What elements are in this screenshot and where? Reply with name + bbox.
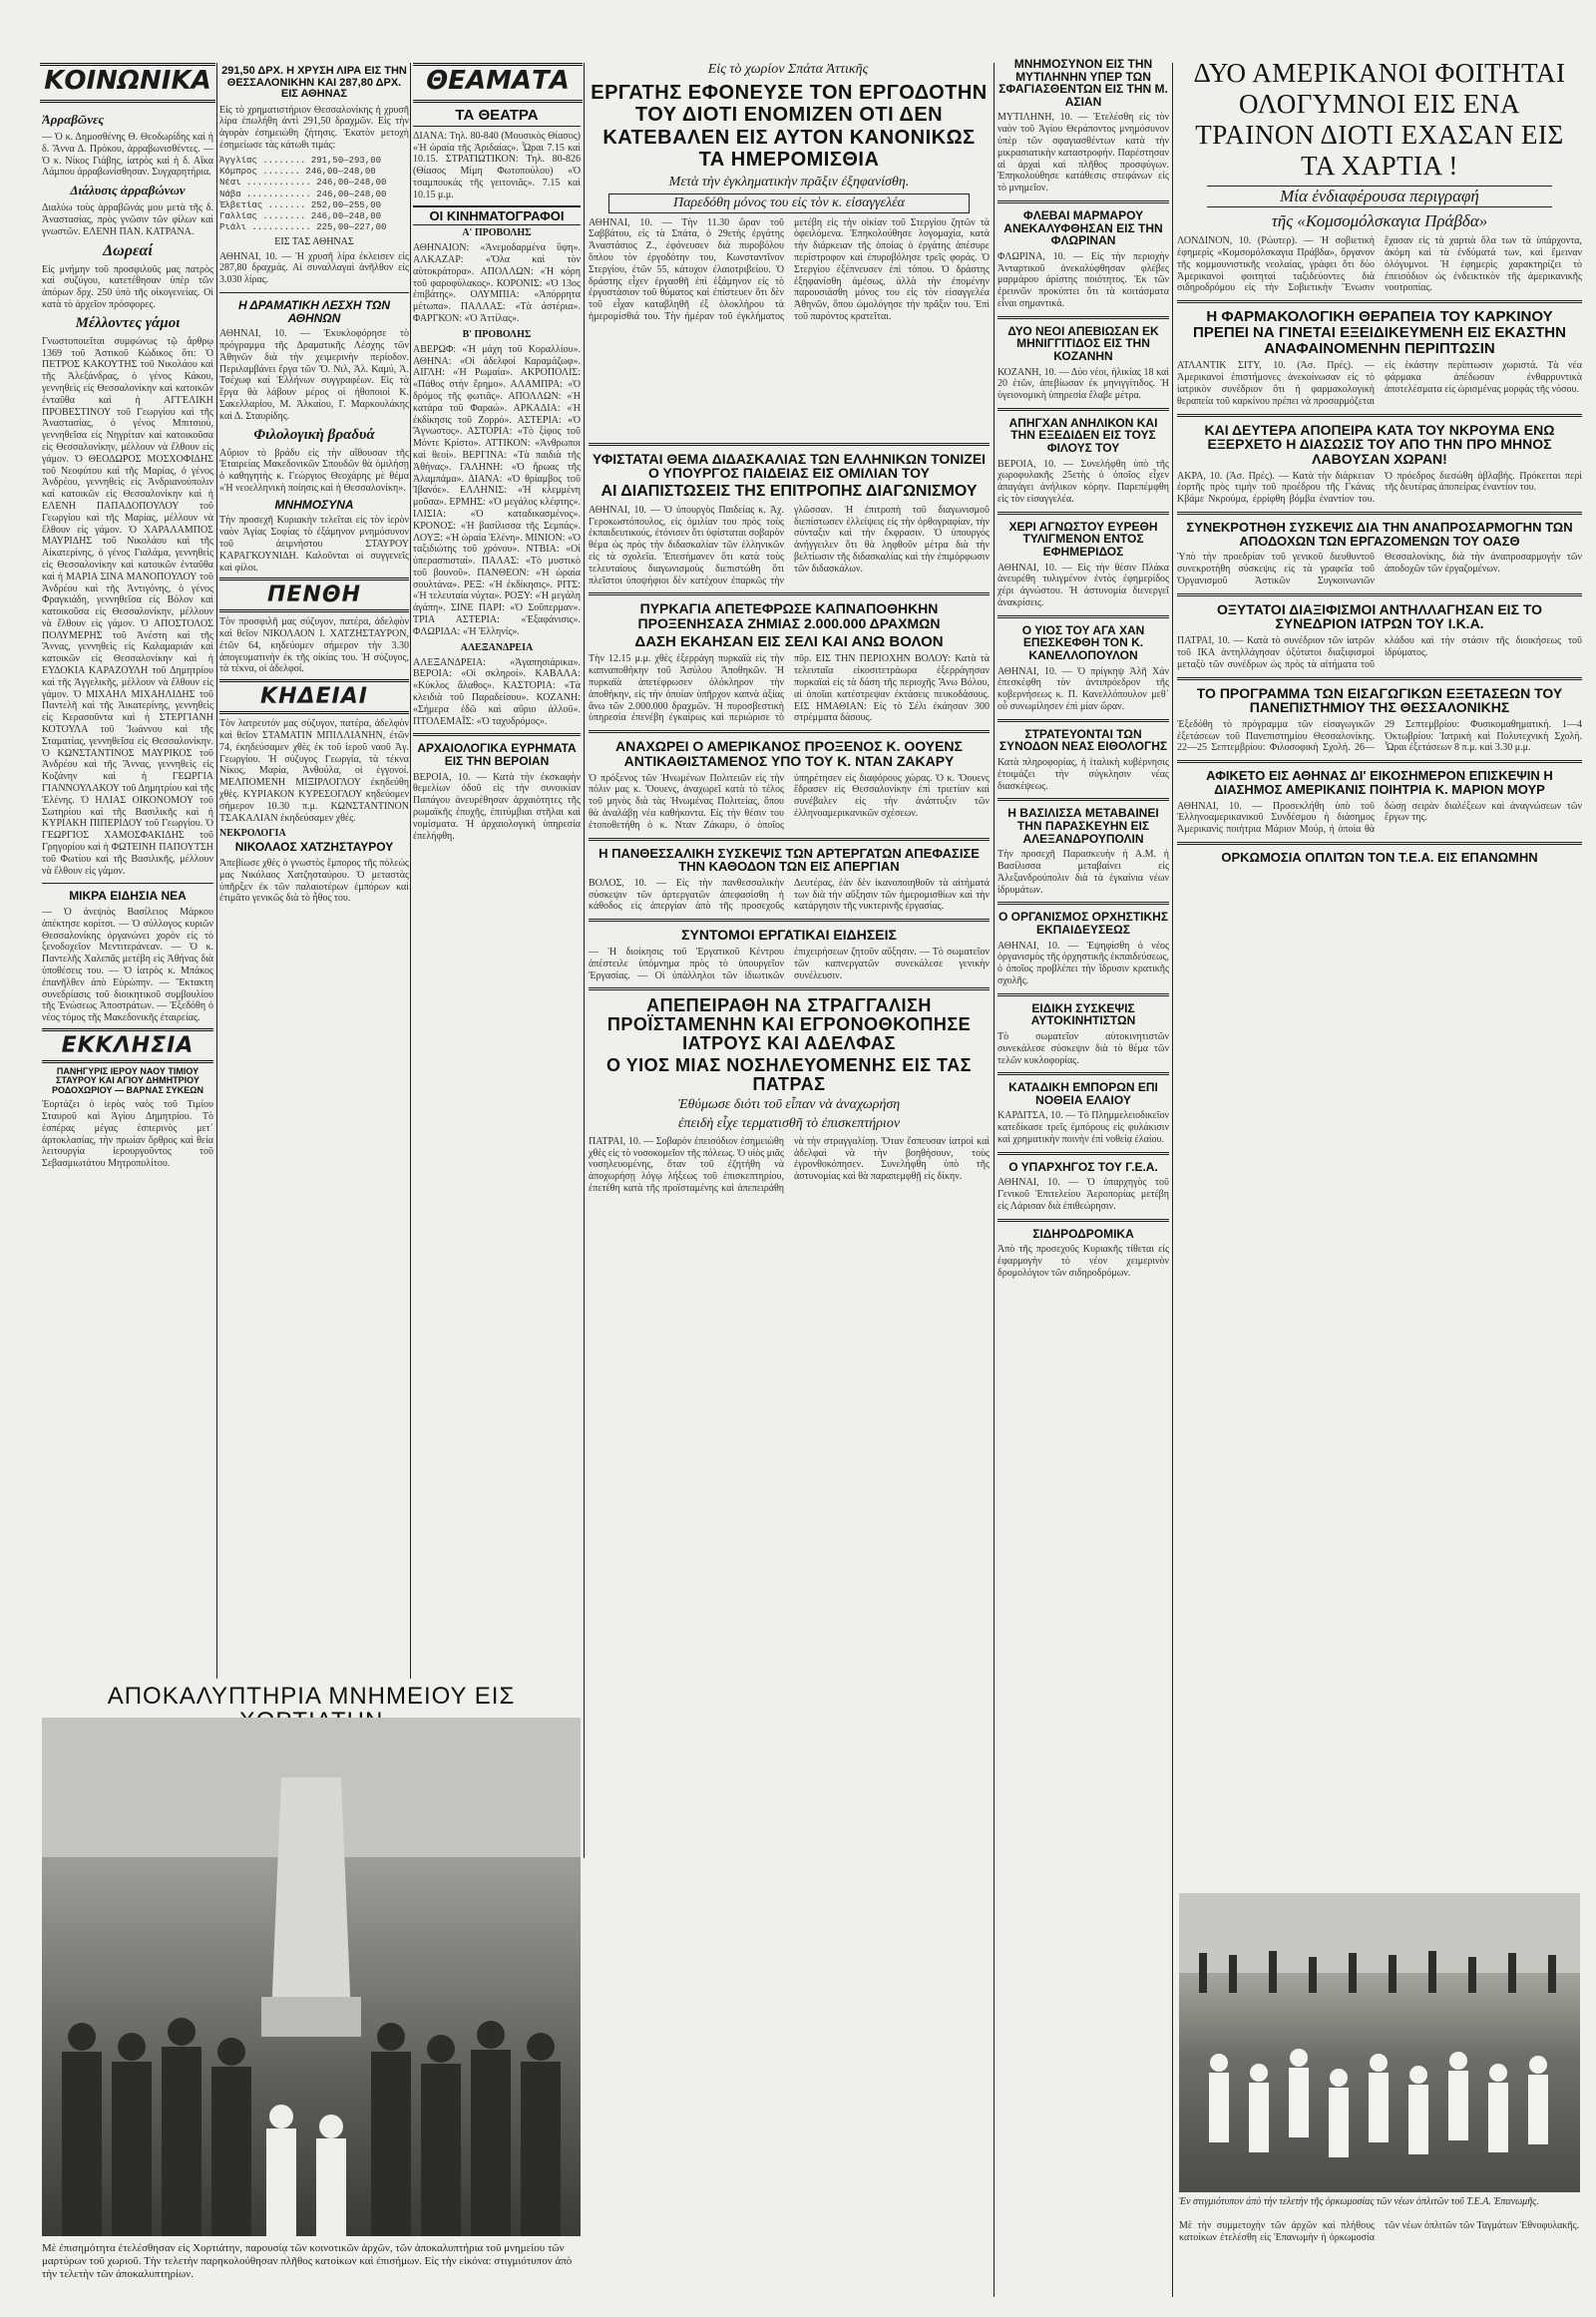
article-body: ΑΒΕΡΩΦ: «Ἡ μάχη τοῦ Κοραλλίου». ΑΘΗΝΑ: «Οἱ ἀδελφοὶ Καραμάζωφ». ΑΙΓΛΗ: «Ἡ Ρωμαία». ΑΚΡΟΠΟΛΙΣ: «Πάθος στὴν ἔρημο». ΑΛΑΜΠΡΑ: «Ὁ δρόμος τῆς φωτιᾶς». ΑΠΟΛΛΩΝ: «Ἡ κατάρα τοῦ Φαραώ». ΑΡΚΑΔΙΑ: «Ἡ ἐκδίκησις τοῦ Ζορρό». ΑΣΤΕΡΙΑ: «Ὁ Ἄγνωστος». ΑΣΤΟΡΙΑ: «Τὸ ξίφος τοῦ Μόντε Κρίστο». ΑΤΤΙΚΟΝ: «Ἀνθρωποι καὶ θεοί». ΒΕΡΓΙΝΑ: «Τὰ παιδιὰ τῆς Ἀθήνας». ΓΑΛΗΝΗ: «Ὁ ἥρωας τῆς Ἀλαμπάμα». ΔΙΑΝΑ: «Ὁ θρίαμβος τοῦ Ἰβανόε». ΕΛΛΗΝΙΣ: «Ἡ κλεμμένη μοῦσα». ΕΡΜΗΣ: «Ὁ μεγάλος κλέφτης». ΙΛΙΣΙΑ: «Ὁ καταδικασμένος». ΚΡΟΝΟΣ: «Ἡ βασίλισσα τῆς Σεμπάς». ΛΟΥΞ: «Ἡ ὡραία Ἑλένη». ΜΙΝΙΟΝ: «Ὁ ταξιδιώτης τοῦ χρόνου». ΝΤΒΙΑ: «Οἱ ὑπερασπισταί». ΠΑΛΑΣ: «Τὸ μυστικὸ τοῦ βουνοῦ». ΠΑΝΘΕΟΝ: «Ἡ ὡραία σουλτάνα». ΡΕΞ: «Ἡ ἐκδίκησις». ΡΙΤΣ: «Ἡ τελευταία νύχτα». ΡΟΞΥ: «Ἡ μεγάλη ἀγάπη». ΣΙΝΕ ΠΑΡΙ: «Ὁ Σοῦπερμαν». ΤΡΙΑ ΑΣΤΕΡΙΑ: «Ἐξαφάνισις». ΦΛΩΡΙΔΑ: «Ἡ Ἑλληνίς». xyxy=(413,343,581,637)
article-body: ΑΘΗΝΑΙ, 10. — Προσεκλήθη ὑπὸ τοῦ Ἑλληνοαμερικανικοῦ Συνδέσμου ἡ διάσημος Ἀμερικανὶς ποιήτρια Μάριον Μούρ, ἡ ὁποία θὰ δώσῃ σειρὰν διαλέξεων καὶ ἀναγνώσεων τῶν ἔργων της. xyxy=(1177,800,1582,836)
article-body: ΑΘΗΝΑΙ, 10. — Εἰς τὴν θέσιν Πλάκα ἀνευρέθη τυλιγμένον ἐντὸς ἐφημερίδος χέρι ἀγνώστου. Ἡ ἀστυνομία διενεργεῖ ἀνακρίσεις. xyxy=(998,562,1169,609)
article-body: ΒΕΡΟΙΑ, 10. — Συνελήφθη ὑπὸ τῆς χωροφυλακῆς 25ετὴς ὁ ὁποῖος εἶχεν ἀπαγάγει ἀνήλικον κόρην. Παρεπέμφθη εἰς τὸν εἰσαγγελέα. xyxy=(998,458,1169,506)
article-body: Τὴν προσεχῆ Παρασκευὴν ἡ Α.Μ. ἡ Βασίλισσα μεταβαίνει εἰς Ἀλεξανδρούπολιν διὰ τὰ ἐγκαίνια νέων ἱδρυμάτων. xyxy=(998,849,1169,896)
headline: ΚΑΤΑΔΙΚΗ ΕΜΠΟΡΩΝ ΕΠΙ ΝΟΘΕΙΑ ΕΛΑΙΟΥ xyxy=(1008,1080,1158,1107)
column-rule xyxy=(216,63,217,1679)
article-body: ΑΘΗΝΑΙ, 10. — Ὁ ὑπαρχηγὸς τοῦ Γενικοῦ Ἐπιτελείου Ἀεροπορίας μετέβη εἰς Λάρισαν διὰ ἐπιθεώρησιν. xyxy=(998,1177,1169,1213)
column-theatres xyxy=(413,108,581,1676)
gold-price-table: Ἀγγλίας ........ 291,50—293,00 Κόμπρος ....... 246,00—248,00 Νέαι ............ 246,00—248,00 Νάβα ............ 246,00—248,00 Ἑλβετίας ....... 252,00—255,00 Γαλλίας ........ 246,00—248,00 Ριάλι ........... 225,00—227,00 xyxy=(219,155,387,233)
headline: ΜΝΗΜΟΣΥΝΟΝ ΕΙΣ ΤΗΝ ΜΥΤΙΛΗΝΗΝ ΥΠΕΡ ΤΩΝ ΣΦΑΓΙΑΣΘΕΝΤΩΝ ΕΙΣ ΤΗΝ Μ. ΑΣΙΑΝ xyxy=(998,58,1168,109)
headline: ΧΕΡΙ ΑΓΝΩΣΤΟΥ ΕΥΡΕΘΗ ΤΥΛΙΓΜΕΝΟΝ ΕΝΤΟΣ ΕΦΗΜΕΡΙΔΟΣ xyxy=(1008,519,1158,560)
deck: ἐπειδὴ εἶχε τερματισθῆ τὸ ἐπισκεπτήριον xyxy=(677,1115,901,1131)
section-title-theamata-text: ΘΕΑΜΑΤΑ xyxy=(426,66,570,96)
article-body: Ὑπὸ τὴν προεδρίαν τοῦ γενικοῦ διευθυντοῦ συνεκροτήθη σύσκεψις εἰς τὰ γραφεῖα τοῦ Ὀργανισμοῦ Ἀστικῶν Συγκοινωνιῶν Θεσσαλονίκης, διὰ τὴν ἀναπροσαρμογὴν τῶν ἀποδοχῶν τῶν ἐργαζομένων. xyxy=(1177,552,1582,586)
article-body: ΚΑΡΔΙΤΣΑ, 10. — Τὸ Πλημμελειοδικεῖον κατεδίκασε τρεῖς ἐμπόρους εἰς φυλάκισιν καὶ χρηματικὴν ποινὴν ἐπὶ νοθείᾳ ἐλαίου. xyxy=(998,1110,1169,1146)
headline: ΑΡΧΑΙΟΛΟΓΙΚΑ ΕΥΡΗΜΑΤΑ ΕΙΣ ΤΗΝ ΒΕΡΟΙΑΝ xyxy=(417,741,577,769)
article-body: — Ἡ διοίκησις τοῦ Ἐργατικοῦ Κέντρου ἀπέστειλε ὑπόμνημα πρὸς τὸ ὑπουργεῖον Ἐργασίας. — Οἱ ὑπάλληλοι τῶν ἰδιωτικῶν ἐπιχειρήσεων ζητοῦν αὔξησιν. — Τὸ σωματεῖον τῶν καπνεργατῶν συνεκάλεσε γενικὴν συνέλευσιν. xyxy=(589,946,990,981)
article-body: ΔΙΑΝΑ: Τηλ. 80-840 (Μουσικὸς Θίασος) «Ἡ ὡραία τῆς Ἀριδαίας». Ὧραι 7.15 καὶ 10.15. ΣΤΡΑΤΙΩΤΙΚΟΝ: Τηλ. 80-826 (Θίασος Μίμη Φωτοπούλου) «Ὁ τσαμπουκάς τῆς γειτονιᾶς». 7.15 καὶ 10.15 μ.μ. xyxy=(413,130,581,200)
headline-monument: ΑΠΟΚΑΛΥΠΤΗΡΙΑ ΜΝΗΜΕΙΟΥ ΕΙΣ xyxy=(107,1683,516,1710)
article-body: Ἀπεβίωσε χθὲς ὁ γνωστὸς ἔμπορος τῆς πόλεώς μας Νικόλαος Χατζησταύρου. Ὁ μεταστὰς ὑπῆρξεν ἐκ τῶν παλαιοτέρων ἐμπόρων καὶ ἐτιμᾶτο γενικῶς διὰ τὸ ἦθος του. xyxy=(219,858,409,905)
headline: ΑΙ ΔΙΑΠΙΣΤΩΣΕΙΣ ΤΗΣ ΕΠΙΤΡΟΠΗΣ ΔΙΑΓΩΝΙΣΜΟΥ xyxy=(600,482,978,500)
subhead-donations: Δωρεαί xyxy=(103,241,153,259)
article-body: — Ὁ κ. Δημοσθένης Θ. Θεοδωρίδης καὶ ἡ δ. Ἄννα Δ. Πρόκου, ἀρραβωνισθέντες. — Ὁ κ. Νίκος Γιάβης, ἰατρὸς καὶ ἡ δ. Αἴκα Λάμπου ἀρραβωνίσθησαν. Συγχαρητήρια. xyxy=(42,132,213,179)
headline: Ο ΟΡΓΑΝΙΣΜΟΣ ΟΡΧΗΣΤΙΚΗΣ ΕΚΠΑΙΔΕΥΣΕΩΣ xyxy=(998,910,1169,937)
article-body: Τὸν προσφιλῆ μας σύζυγον, πατέρα, ἀδελφὸν καὶ θεῖον ΝΙΚΟΛΑΟΝ Ι. ΧΑΤΖΗΣΤΑΥΡΟΝ, ἐτῶν 64, κηδεύομεν σήμερον τὴν 3.30 ἀπογευματινὴν ἐκ τῆς οἰκίας του. Ἡ σύζυγος, τὰ τέκνα, οἱ ἀδελφοί. xyxy=(219,616,409,675)
headline: ΔΥΟ ΝΕΟΙ ΑΠΕΒΙΩΣΑΝ ΕΚ ΜΗΝΙΓΓΙΤΙΔΟΣ ΕΙΣ ΤΗΝ ΚΟΖΑΝΗΝ xyxy=(1007,323,1159,363)
headline: ΔΥΟ ΑΜΕΡΙΚΑΝΟΙ ΦΟΙΤΗΤΑΙ ΟΛΟΓΥΜΝΟΙ ΕΙΣ ΕΝΑ ΤΡΑΙΝΟΝ ΔΙΟΤΙ ΕΧΑΣΑΝ ΕΙΣ ΤΑ ΧΑΡΤΙΑ ! xyxy=(1193,58,1566,182)
headline: ΤΟ ΠΡΟΓΡΑΜΜΑ ΤΩΝ ΕΙΣΑΓΩΓΙΚΩΝ ΕΞΕΤΑΣΕΩΝ ΤΟΥ ΠΑΝΕΠΙΣΤΗΜΙΟΥ ΤΗΣ ΘΕΣΣΑΛΟΝΙΚΗΣ xyxy=(1196,684,1563,716)
article-body: ΒΟΛΟΣ, 10. — Εἰς τὴν πανθεσσαλικὴν σύσκεψιν τῶν ἀρτεργατῶν ἀπεφασίσθη ἡ κάθοδος εἰς ἀπεργίαν ἀπὸ τῆς προσεχοῦς Δευτέρας, ἐὰν δὲν ἱκανοποιηθοῦν τὰ αἰτήματά των διὰ τὴν αὔξησιν τῶν ἡμερομισθίων καὶ τὴν κατάργησιν τῆς νυκτερινῆς ἐργασίας. xyxy=(589,877,990,913)
headline: ΑΝΑΧΩΡΕΙ Ο ΑΜΕΡΙΚΑΝΟΣ ΠΡΟΞΕΝΟΣ Κ. ΟΟΥΕΝΣ ΑΝΤΙΚΑΘΙΣΤΑΜΕΝΟΣ ΥΠΟ ΤΟΥ Κ. ΝΤΑΝ ΖΑΚΑΡΥ xyxy=(615,738,963,769)
article-body: Διαλύω τοὺς ἀρραβῶνάς μου μετὰ τῆς δ. Ἀναστασίας, πρὸς γνῶσιν τῶν φίλων καὶ γνωστῶν. ΕΛΕΝΗ ΠΑΝ. ΚΑΤΡΑΝΑ. xyxy=(42,202,213,237)
article-body: ΑΘΗΝΑΙΟΝ: «Ἀνεμοδαρμένα ὕψη». ΑΛΚΑΖΑΡ: «Ὅλα καὶ τὸν αὐτοκράτορα». ΑΠΟΛΛΩΝ: «Ἡ κόρη τοῦ φαροφύλακος». ΚΟΡΟΝΙΣ: «Ὁ 13ος ἐπιβάτης». ΟΛΥΜΠΙΑ: «Ἀπόρρητα μέτωπα». ΠΑΛΛΑΣ: «Τὰ ἀστέρια». ΦΑΡΓΚΟΝ: «Ὁ Ἀττίλας». xyxy=(413,242,581,324)
article-body: Ἑορτάζει ὁ ἱερὸς ναὸς τοῦ Τιμίου Σταυροῦ καὶ Ἁγίου Δημητρίου. Τὸ ἑσπέρας μέγας ἑσπερινὸς μετ᾽ ἀρτοκλασίας, τὴν πρωίαν ὄρθρος καὶ θεία λειτουργία ἱερουργοῦντος τοῦ Σεβασμιωτάτου Μητροπολίτου. xyxy=(42,1099,213,1170)
headline: Η ΠΑΝΘΕΣΣΑΛΙΚΗ ΣΥΣΚΕΨΙΣ ΤΩΝ ΑΡΤΕΡΓΑΤΩΝ ΑΠΕΦΑΣΙΣΕ ΤΗΝ ΚΑΘΟΔΟΝ ΤΩΝ ΕΙΣ ΑΠΕΡΓΙΑΝ xyxy=(598,845,980,875)
article-body: ΑΚΡΑ, 10. (Ἀσ. Πρές). — Κατὰ τὴν διάρκειαν ἐορτῆς πρὸς τιμὴν τοῦ προέδρου τῆς Γκάνας Κβάμε Νκρούμα, ἐρρίφθη βόμβα ἐναντίον του. Ὁ πρόεδρος διεσώθη ἀβλαβής. Πρόκειται περὶ τῆς δευτέρας ἀποπείρας ἐναντίον του. xyxy=(1177,470,1582,506)
article-body: ΑΘΗΝΑΙ, 10. — Ἐψηφίσθη ὁ νέος ὀργανισμὸς τῆς ὀρχηστικῆς ἐκπαιδεύσεως, ὁ ὁποῖος προβλέπει τὴν ἵδρυσιν κρατικῆς σχολῆς. xyxy=(998,940,1169,986)
article-body: ΦΛΩΡΙΝΑ, 10. — Εἰς τὴν περιοχὴν Ἀνταρτικοῦ ἀνεκαλύφθησαν φλέβες μαρμάρου ἀρίστης ποιότητος. Ἐκ τῶν ἐρευνῶν προκύπτει ὅτι τὰ κοιτάσματα εἶναι σημαντικά. xyxy=(998,250,1169,309)
deck: τῆς «Κομσομόλσκαγια Πράβδα» xyxy=(1271,211,1488,231)
subhead: Α' ΠΡΟΒΟΛΗΣ xyxy=(462,227,532,239)
photo-monument-unveiling-art xyxy=(42,1718,581,2236)
article-body: Αὔριον τὸ βράδυ εἰς τὴν αἴθουσαν τῆς Ἑταιρείας Μακεδονικῶν Σπουδῶν θὰ ὁμιλήσῃ ὁ καθηγητὴς κ. Γεώργιος Θεοχάρης μὲ θέμα «Ἡ νεοελληνικὴ ποίησις καὶ ἡ Θεσσαλονίκη». xyxy=(219,447,409,494)
article-body: ΑΘΗΝΑΙ, 10. — Ὁ ὑπουργὸς Παιδείας κ. Ἀχ. Γεροκωστόπουλος, εἰς ὁμιλίαν του πρὸς τοὺς ἐκπαιδευτικούς, ἐτόνισεν ὅτι ὑφίσταται σοβαρὸν θέμα ὡς πρὸς τὴν διδασκαλίαν τῶν ἑλληνικῶν εἰς τὰ σχολεῖα. Ἐπεσήμανεν ὅτι κατὰ τοὺς τελευταίους διαγωνισμοὺς διεπιστώθη ὅτι πλεῖστοι ὑποψήφιοι δὲν κατέχουν ἐπαρκῶς τὴν γλῶσσαν. Ἡ ἐπιτροπὴ τοῦ διαγωνισμοῦ διεπίστωσεν ἐλλείψεις εἰς τὴν ὀρθογραφίαν, τὴν σύνταξιν καὶ τὴν ἔκφρασιν. Ὁ ὑπουργὸς ἀνήγγειλεν ὅτι θὰ ληφθοῦν μέτρα διὰ τὴν βελτίωσιν τῆς διδασκαλίας καὶ τὴν ἐπιμόρφωσιν τῶν διδασκάλων. xyxy=(589,504,990,586)
section-title-koinonika-text: ΚΟΙΝΩΝΙΚΑ xyxy=(44,66,211,96)
subhead-dissolution: Διάλυσις ἀρραβώνων xyxy=(70,183,186,198)
headline: Η ΦΑΡΜΑΚΟΛΟΓΙΚΗ ΘΕΡΑΠΕΙΑ ΤΟΥ ΚΑΡΚΙΝΟΥ ΠΡΕΠΕΙ ΝΑ ΓΙΝΕΤΑΙ ΕΞΕΙΔΙΚΕΥΜΕΝΗ ΕΙΣ ΕΚΑΣΤΗΝ ΑΝΑΦΑΙΝΟΜΕΝΗΝ ΠΕΡΙΠΤΩΣΙΝ xyxy=(1193,308,1566,357)
headline: Ο ΥΙΟΣ ΤΟΥ ΑΓΑ ΧΑΝ ΕΠΕΣΚΕΦΘΗ ΤΟΝ Κ. ΚΑΝΕΛΛΟΠΟΥΛΟΝ xyxy=(1021,622,1145,663)
headline: ΥΦΙΣΤΑΤΑΙ ΘΕΜΑ ΔΙΔΑΣΚΑΛΙΑΣ ΤΩΝ ΕΛΛΗΝΙΚΩΝ ΤΟΝΙΖΕΙ Ο ΥΠΟΥΡΓΟΣ ΠΑΙΔΕΙΑΣ ΕΙΣ ΟΜΙΛΙΑΝ ΤΟΥ xyxy=(592,450,987,482)
article-body: Κατὰ πληροφορίας, ἡ ἰταλικὴ κυβέρνησις ἐτοιμάζει τὴν σύγκλησιν νέας διασκέψεως. xyxy=(998,756,1169,792)
article-body: Γνωστοποιεῖται συμφώνως τῷ ἄρθρῳ 1369 τοῦ Ἀστικοῦ Κώδικος ὅτι: Ὁ ΠΕΤΡΟΣ ΚΑΚΟΥΤΗΣ τοῦ Νικολάου καὶ τῆς Ἀλεξάνδρας, ὁ γένος Κάκου, γεννηθεὶς εἰς Θεσσαλονίκην καὶ κατοικῶν ἐνταῦθα καὶ ἡ ΑΓΓΕΛΙΚΗ ΠΡΟΒΕΣΤΙΝΟΥ τοῦ Γεωργίου καὶ τῆς Ἀναστασίας, ὁ γένος Μπιτσιού, γεννηθεῖσα εἰς Νηγρίταν καὶ κατοικοῦσα εἰς Θεσσαλονίκην, μέλλουν νὰ ἔλθουν εἰς γάμον. Ὁ ΘΕΟΔΩΡΟΣ ΜΟΣΧΟΦΙΔΗΣ τοῦ Νεοφύτου καὶ τῆς Μαρίας, ὁ γένος Ἀνδρέου, γεννηθεὶς εἰς Ἀνδριανούπολιν καὶ κατοικῶν εἰς Θεσσαλονίκην καὶ ἡ ΕΛΕΝΗ ΠΑΠΑΔΟΠΟΥΛΟΥ τοῦ Γεωργίου καὶ τῆς Μαρίας, μέλλουν νὰ ἔλθουν εἰς γάμον. Ὁ ΧΑΡΑΛΑΜΠΟΣ ΜΑΥΡΙΔΗΣ τοῦ Νικολάου καὶ τῆς Αἰκατερίνης, ὁ γένος Γιαλάμα, γεννηθεὶς εἰς Θεσσαλονίκην καὶ κατοικῶν ἐνταῦθα καὶ ἡ ΜΑΡΙΑ ΣΙΝΑ ΜΑΝΟΠΟΥΛΟΥ τοῦ Ἀνδρέου καὶ τῆς Ἀντιγόνης, ὁ γένος Φραγκιάδη, γεννηθεῖσα εἰς Βόλον καὶ κατοικοῦσα εἰς Θεσσαλονίκην, μέλλουν νὰ ἔλθουν εἰς γάμον. Ὁ ΑΠΟΣΤΟΛΟΣ ΠΟΛΥΜΕΡΗΣ τοῦ Ἀνέστη καὶ τῆς Ἄννας, γεννηθεὶς εἰς Καλαμαριάν καὶ κατοικῶν εἰς Θεσσαλονίκην καὶ ἡ ΕΥΔΟΚΙΑ ΚΑΡΑΖΟΥΛΗ τοῦ Δημητρίου καὶ τῆς Ἀγγελικῆς, μέλλουν νὰ ἔλθουν εἰς γάμον. Ὁ ΜΙΧΑΗΛ ΜΙΧΑΗΛΙΔΗΣ τοῦ Παντελῆ καὶ τῆς Ἀικατερίνης, γεννηθεὶς εἰς Κερασοῦντα καὶ ἡ ΣΤΕΡΓΙΑΝΗ ΚΟΤΟΥΛΑ τοῦ Ἰωάννου καὶ τῆς Σταματίας, γεννηθεῖσα εἰς Θεσσαλονίκην. Ὁ ΚΩΝΣΤΑΝΤΙΝΟΣ ΜΑΥΡΙΚΟΣ τοῦ Ἀνδρέου καὶ τῆς Ἄννας, γεννηθεὶς εἰς Κοζάνην καὶ ἡ ΓΕΩΡΓΙΑ ΓΙΑΝΝΟΥΛΑΚΟΥ τοῦ Δημητρίου καὶ τῆς Ἑλένης. Ὁ ΗΛΙΑΣ ΟΙΚΟΝΟΜΟΥ τοῦ Σωτηρίου καὶ τῆς Βασιλικῆς καὶ ἡ ΚΥΡΙΑΚΗ ΠΙΠΕΡΙΔΟΥ τοῦ Γεωργίου. Ὁ ΓΕΩΡΓΙΟΣ ΧΑΜΟΣΦΑΚΙΔΗΣ τοῦ Γρηγορίου καὶ ἡ ΦΩΤΕΙΝΗ ΠΑΠΟΥΤΣΗ τοῦ Φωτίου καὶ τῆς Βασιλικῆς, μέλλουν νὰ ἔλθουν εἰς γάμον. xyxy=(42,335,213,877)
article-body: Τὸν λατρευτόν μας σύζυγον, πατέρα, ἀδελφὸν καὶ θεῖον ΣΤΑΜΑΤΙΝ ΜΠΙΛΛΙΑΝΗΝ, ἐτῶν 74, ἐκηδεύσαμεν χθὲς ἐκ τοῦ ἱεροῦ ναοῦ Ἁγ. Γεωργίου. Ἡ σύζυγος Γεωργία, τὰ τέκνα Νίκος, Μαρία, Ἀνθούλα, οἱ ἐγγονοί. ΜΕΛΠΟΜΕΝΗ ΜΙΞΙΡΛΟΓΛΟΥ ἐκηδεύθη χθὲς. ΚΥΡΙΑΚΟΝ ΚΥΡΕΣΟΓΛΟΥ κηδεύομεν σήμερον 10.30 π.μ. ΚΩΝΣΤΑΝΤΙΝΟΝ ΤΣΑΚΑΛΙΑΝ ἐκηδεύσαμεν χθές. xyxy=(219,718,409,824)
subhead: ΑΛΕΞΑΝΔΡΕΙΑ xyxy=(460,641,534,653)
article-body: ΑΤΛΑΝΤΙΚ ΣΙΤΥ, 10. (Ἀσ. Πρές). — Ἀμερικανοὶ ἐπιστήμονες ἀνεκοίνωσαν εἰς τὸ ἰατρικὸν συνέδριον ὅτι ἡ φαρμακολογικὴ θεραπεία τοῦ καρκίνου πρέπει νὰ προσαρμόζεται εἰς ἑκάστην περίπτωσιν χωριστά. Τὰ νέα φάρμακα ἀπέδωσαν ἐνθαρρυντικὰ ἀποτελέσματα εἰς ὡρισμένας μορφὰς τῆς νόσου. xyxy=(1177,360,1582,407)
article-body: ΑΘΗΝΑΙ, 10. — Ὁ πρίγκηψ Ἀλῆ Χάν ἐπεσκέφθη τὸν ἀντιπρόεδρον τῆς κυβερνήσεως κ. Π. Κανελλόπουλον μεθ᾽ οὗ συνωμίλησεν ἐπὶ μίαν ὥραν. xyxy=(998,665,1169,712)
article-body: ΒΕΡΟΙΑ, 10. — Κατὰ τὴν ἐκσκαφὴν θεμελίων ὁδοῦ εἰς τὴν συνοικίαν Παπάγου ἀνευρέθησαν ἀρχαιότητες τῆς ρωμαϊκῆς ἐποχῆς, ἐπιτύμβιαι στῆλαι καὶ νομίσματα. Ἡ ἀρχαιολογικὴ ὑπηρεσία ἐπελήφθη. xyxy=(413,771,581,842)
headline: Ο ΥΠΑΡΧΗΓΟΣ ΤΟΥ Γ.Ε.Α. xyxy=(1008,1159,1158,1174)
column-notices xyxy=(219,66,409,1676)
photo-oath-ceremony-art xyxy=(1179,1893,1580,2192)
headline: ΠΑΝΗΓΥΡΙΣ ΙΕΡΟΥ ΝΑΟΥ ΤΙΜΙΟΥ ΣΤΑΥΡΟΥ ΚΑΙ ΑΓΙΟΥ ΔΗΜΗΤΡΙΟΥ ΡΟΔΟΧΩΡΙΟΥ — ΒΑΡΝΑΣ ΣΥΚΕΩΝ xyxy=(52,1065,203,1095)
column-rule xyxy=(1172,63,1173,2297)
deck: Ἐθύμωσε διότι τοῦ εἶπαν νὰ ἀναχωρήση xyxy=(677,1096,901,1112)
article-body: — Ὁ ἀνεψιὸς Βασίλειος Μάρκου ἀπέκτησε κορίτσι. — Ὁ σύλλογος κυριῶν Θεσσαλονίκης ὀργανώνει χορὸν εἰς τὸ ξενοδοχεῖον Μεντιτεράνεαν. — Ὁ κ. Παντελῆς Χαλεπᾶς μετέβη εἰς Ἀθήνας διὰ ὑποθέσεις του. — Ὁ ἰατρὸς κ. Μπάκος ἐπανῆλθεν ἀπὸ Εὐρώπην. — Ἔκτακτη συνεδρίασις τοῦ διοικητικοῦ συμβουλίου τῆς Ἑνώσεως Ἀποστράτων. — Ἐξεδόθη ὁ νέος τόμος τῆς Μακεδονικῆς ἑταιρείας. xyxy=(42,907,213,1024)
deck: Μετὰ τὴν ἐγκληματικὴν πρᾶξιν ἐξηφανίσθη. xyxy=(668,174,910,190)
article-body: Ἀπὸ τῆς προσεχοῦς Κυριακῆς τίθεται εἰς ἐφαρμογὴν τὸ νέον χειμερινὸν δρομολόγιον τῶν σιδηροδρόμων. xyxy=(998,1244,1169,1280)
column-rule xyxy=(584,63,585,1858)
photo-caption: Ἐν στιγμιότυπον ἀπὸ τὴν τελετὴν τῆς ὁρκωμοσίας τῶν νέων ὁπλιτῶν τοῦ Τ.Ε.Α. Ἐπανωμῆς. xyxy=(1179,2196,1539,2207)
headline: ΠΥΡΚΑΓΙΑ ΑΠΕΤΕΦΡΩΣΕ ΚΑΠΝΑΠΟΘΗΚΗΝ ΠΡΟΞΕΝΗΣΑΣΑ ΖΗΜΙΑΣ 2.000.000 ΔΡΑΧΜΩΝ xyxy=(637,600,941,631)
article-body: Εἰς μνήμην τοῦ προσφιλοῦς μας πατρὸς καὶ συζύγου, κατετέθησαν ὑπὲρ τῶν ἀπόρων δρχ. 250 ὑπὸ τῆς οἰκογενείας. Οἱ κατὰ τὸ ἀρχεῖον πρόσφορες. xyxy=(42,263,213,310)
headline: ΕΙΔΙΚΗ ΣΥΣΚΕΨΙΣ ΑΥΤΟΚΙΝΗΤΙΣΤΩΝ xyxy=(1030,1000,1136,1028)
article-body: ΛΟΝΔΙΝΟΝ, 10. (Ρώυτερ). — Ἡ σοβιετικὴ ἐφημερὶς «Κομσομόλσκαγια Πράβδα», ὄργανον τῆς κομμουνιστικῆς νεολαίας, γράφει ὅτι δύο Ἀμερικανοὶ φοιτηταὶ ταξιδεύοντες διὰ σιδηροδρόμου εἰς τὴν Σοβιετικὴν Ἕνωσιν ἔχασαν εἰς τὰ χαρτιὰ ὅλα των τὰ ὑπάρχοντα, ἀκόμη καὶ τὰ ἐνδύματά των, καὶ ἔμειναν ὁλόγυμνοι. Ἡ ἐφημερὶς χαρακτηρίζει τὸ ἐπεισόδιον ὡς ἐνδεικτικὸν τῆς ἀμερικανικῆς νοοτροπίας. xyxy=(1177,235,1582,294)
photo-monument-unveiling xyxy=(42,1718,581,2236)
subhead: Β' ΠΡΟΒΟΛΗΣ xyxy=(462,328,532,340)
headline: Η ΒΑΣΙΛΙΣΣΑ ΜΕΤΑΒΑΙΝΕΙ ΤΗΝ ΠΑΡΑΣΚΕΥΗΝ ΕΙΣ ΑΛΕΞΑΝΔΡΟΥΠΟΛΙΝ xyxy=(1007,806,1159,846)
headline: ΝΙΚΟΛΑΟΣ ΧΑΤΖΗΣΤΑΥΡΟΥ xyxy=(234,840,394,855)
headline: Ο ΥΙΟΣ ΜΙΑΣ ΝΟΣΗΛΕΥΟΜΕΝΗΣ ΕΙΣ ΤΑΣ ΠΑΤΡΑΣ xyxy=(606,1055,972,1094)
section-title-mourning: ΠΕΝΘΗ xyxy=(219,578,409,612)
subhead: ΕΙΣ ΤΑΣ ΑΘΗΝΑΣ xyxy=(274,235,354,247)
article-body: Τὸ σωματεῖον αὐτοκινητιστῶν συνεκάλεσε σύσκεψιν διὰ τὸ θέμα τῶν τελῶν κυκλοφορίας. xyxy=(998,1030,1169,1066)
column-social xyxy=(42,108,213,1674)
column-foreign xyxy=(1177,58,1582,1883)
headline: ΚΑΙ ΔΕΥΤΕΡΑ ΑΠΟΠΕΙΡΑ ΚΑΤΑ ΤΟΥ ΝΚΡΟΥΜΑ ΕΝΩ ΕΞΕΡΧΕΤΟ Η ΔΙΑΣΩΣΙΣ ΤΟΥ ΑΠΟ ΤΗΝ ΠΡΟ ΜΗΝΟΣ ΛΑΒΟΥΣΑΝ ΧΩΡΑΝ! xyxy=(1204,421,1555,467)
article-body: ΠΑΤΡΑΙ, 10. — Σοβαρὸν ἐπεισόδιον ἐσημειώθη χθὲς εἰς τὸ νοσοκομεῖον τῆς πόλεως. Ὁ υἱὸς μιᾶς νοσηλευομένης, ὅταν τοῦ ἐζητήθη νὰ ἀποχωρήσῃ λόγῳ λήξεως τοῦ ἐπισκεπτηρίου, ἐπετέθη κατὰ τῆς προϊσταμένης καὶ ἀπεπειράθη νὰ τὴν στραγγαλίσῃ. Ὅταν ἔσπευσαν ἰατροὶ καὶ ἀδελφαὶ νὰ τὴν βοηθήσουν, τοὺς ἐγρονθοκόπησεν. Συνελήφθη ὑπὸ τῆς ἀστυνομίας καὶ θὰ παραπεμφθῇ εἰς δίκην. xyxy=(589,1135,990,1194)
column-rule xyxy=(994,63,995,2297)
subhead-engagements: Ἀρραβῶνες xyxy=(42,112,105,127)
headline: ΟΞΥΤΑΤΟΙ ΔΙΑΞΙΦΙΣΜΟΙ ΑΝΤΗΛΛΑΓΗΣΑΝ ΕΙΣ ΤΟ ΣΥΝΕΔΡΙΟΝ ΙΑΤΡΩΝ ΤΟΥ Ι.Κ.Α. xyxy=(1216,600,1543,632)
subhead: ΝΕΚΡΟΛΟΓΙΑ xyxy=(219,828,286,840)
headline: Η ΔΡΑΜΑΤΙΚΗ ΛΕΣΧΗ ΤΩΝ ΑΘΗΝΩΝ xyxy=(237,297,391,325)
headline-gold: 291,50 ΔΡΧ. Η ΧΡΥΣΗ ΛΙΡΑ ΕΙΣ ΤΗΝ ΘΕΣΣΑΛΟΝΙΚΗΝ ΚΑΙ 287,80 ΔΡΧ. ΕΙΣ ΑΘΗΝΑΣ xyxy=(221,66,407,101)
headline: ΣΥΝΤΟΜΟΙ ΕΡΓΑΤΙΚΑΙ ΕΙΔΗΣΕΙΣ xyxy=(681,927,897,944)
column-rule xyxy=(410,63,411,1679)
article-body: Ἐξεδόθη τὸ πρόγραμμα τῶν εἰσαγωγικῶν ἐξετάσεων τοῦ Πανεπιστημίου Θεσσαλονίκης. 22—25 Σεπτεμβρίου: Φιλοσοφικὴ Σχολή. 26—29 Σεπτεμβρίου: Φυσικομαθηματική. 1—4 Ὀκτωβρίου: Ἰατρικὴ καὶ Πολυτεχνικὴ Σχολή. Ὧραι ἐξετάσεων 8 π.μ. καὶ 3.30 μ.μ. xyxy=(1177,718,1582,754)
headline: ΑΠΗΓΧΑΝ ΑΝΗΛΙΚΟΝ ΚΑΙ ΤΗΝ ΕΞΕΔΙΔΕΝ ΕΙΣ ΤΟΥΣ ΦΙΛΟΥΣ ΤΟΥ xyxy=(1008,415,1158,456)
column-news-right xyxy=(998,58,1169,2307)
column-main xyxy=(589,82,990,2306)
article-body: ΑΘΗΝΑΙ, 10. — Τὴν 11.30 ὥραν τοῦ Σαββάτου, εἰς τὰ Σπάτα, ὁ 29ετὴς ἐργάτης Ἀναστάσιος Ζ., ἐφόνευσεν διὰ πυροβόλου ὅπλου τὸν ἐργοδότην του, Κωνσταντῖνον Στεργίου, ἐτῶν 55, κάτοχον ἐλαιοτριβείου. Ὁ δράστης εἶχεν ἐργασθῆ ἐπὶ ἑξάμηνον εἰς τὸ ἐργοστάσιον τοῦ θύματος καὶ ἐπίστευεν ὅτι δὲν τοῦ εἶχαν καταβληθῆ ἐξ ὁλοκλήρου τὰ ἡμερομίσθιά του. Τὴν ἡμέραν τοῦ ἐγκλήματος μετέβη εἰς τὴν οἰκίαν τοῦ Στεργίου ζητῶν τὰ ὀφειλόμενα. Ἐπηκολούθησε λογομαχία, κατὰ τὴν διάρκειαν τῆς ὁποίας ὁ ἐργάτης ἀπέσυρε περίστροφον καὶ ἐπυροβόλησε τρεῖς φοράς. Ὁ Στεργίου ἐξέπνευσεν ἐπὶ τόπου. Ὁ δράστης ἐξηφανίσθη ἀμέσως, ἀλλὰ τὴν ἐπομένην παρουσιάσθη μόνος του εἰς τὸν εἰσαγγελέα Ἀθηνῶν, ὅπου ὡμολόγησε τὴν πρᾶξιν του. Ἐπὶ τοῦ παρόντος κρατεῖται. xyxy=(589,216,990,322)
article-body: ΠΑΤΡΑΙ, 10. — Κατὰ τὸ συνέδριον τῶν ἰατρῶν τοῦ ΙΚΑ ἀντηλλάγησαν ὀξύτατοι διαξιφισμοὶ μεταξὺ τῶν συνέδρων ὡς πρὸς τὰ αἰτήματα τοῦ κλάδου καὶ τὴν στάσιν τῆς διοικήσεως τοῦ ἱδρύματος. xyxy=(1177,635,1582,670)
section-title-church: ΕΚΚΛΗΣΙΑ xyxy=(42,1028,213,1063)
headline: ΟΙ ΚΙΝΗΜΑΤΟΓΡΑΦΟΙ xyxy=(413,205,581,226)
headline: ΤΑ ΘΕΑΤΡΑ xyxy=(413,108,581,127)
section-title-funerals: ΚΗΔΕΙΑΙ xyxy=(219,679,409,714)
deck: Παρεδόθη μόνος του εἰς τὸν κ. εἰσαγγελέα xyxy=(608,193,970,213)
article-body: Τὴν προσεχῆ Κυριακὴν τελεῖται εἰς τὸν ἱερὸν ναὸν Ἁγίας Σοφίας τὸ ἐξάμηνον μνημόσυνον τοῦ ἀειμνήστου ΣΤΑΥΡΟΥ ΚΑΡΑΓΚΟΥΝΙΔΗ. Καλοῦνται οἱ συγγενεῖς καὶ φίλοι. xyxy=(219,515,409,574)
headline: ΑΦΙΚΕΤΟ ΕΙΣ ΑΘΗΝΑΣ ΔΙ' ΕΙΚΟΣΗΜΕΡΟΝ ΕΠΙΣΚΕΨΙΝ Η ΔΙΑΣΗΜΟΣ ΑΜΕΡΙΚΑΝΙΣ ΠΟΙΗΤΡΙΑ Κ. ΜΑΡΙΟΝ ΜΟΥΡ xyxy=(1206,768,1553,797)
headline-lead: ΕΡΓΑΤΗΣ ΕΦΟΝΕΥΣΕ ΤΟΝ ΕΡΓΟΔΟΤΗΝ ΤΟΥ ΔΙΟΤΙ ΕΝΟΜΙΖΕΝ ΟΤΙ ΔΕΝ ΚΑΤΕΒΑΛΕΝ ΕΙΣ ΑΥΤΟΝ ΚΑΝΟΝΙΚΩΣ ΤΑ ΗΜΕΡΟΜΙΣΘΙΑ xyxy=(591,82,988,172)
article-body: ΑΘΗΝΑΙ, 10. — Ἐκυκλοφόρησε τὸ πρόγραμμα τῆς Δραματικῆς Λέσχης τῶν Ἀθηνῶν διὰ τὴν χειμερινὴν περίοδον. Περιλαμβάνει ἔργα τῶν Ὅ. Νιλ, Ἀλ. Καμύ, Ἀ. Τσέχωφ καὶ Ἑλλήνων συγγραφέων. Εἰς τὰ ἔργα θὰ λάβουν μέρος οἱ ἠθοποιοὶ Κ. Σακελλαρίου, Μ. Ἀλκαίου, Γ. Μαρκουλάκης καὶ Δ. Σταυρίδης. xyxy=(219,328,409,422)
subhead-weddings: Μέλλοντες γάμοι xyxy=(75,314,181,331)
headline: ΑΠΕΠΕΙΡΑΘΗ ΝΑ ΣΤΡΑΓΓΑΛΙΣΗ ΠΡΟΪΣΤΑΜΕΝΗΝ ΚΑΙ ΕΓΡΟΝΟΘΚΟΠΗΣΕ ΙΑΤΡΟΥΣ ΚΑΙ ΑΔΕΛΦΑΣ xyxy=(606,995,972,1054)
headline: ΔΑΣΗ ΕΚΑΗΣΑΝ ΕΙΣ ΣΕΛΙ ΚΑΙ ΑΝΩ ΒΟΛΟΝ xyxy=(634,632,944,650)
article-body: ΑΘΗΝΑΙ, 10. — Ἡ χρυσῆ λίρα ἐκλεισεν εἰς 287,80 δραχμάς. Αἱ συναλλαγαὶ ἀνῆλθον εἰς 3.030 λίρας. xyxy=(219,250,409,286)
article-body: Ὁ πρόξενος τῶν Ἡνωμένων Πολιτειῶν εἰς τὴν πόλιν μας κ. Ὄουενς, ἀναχωρεῖ κατὰ τὸ τέλος τοῦ μηνὸς διὰ τὰς Ἡνωμένας Πολιτείας, ὅπου θὰ ἀναλάβῃ νέα καθήκοντα. Εἰς τὴν θέσιν του ἐτοποθετήθη ὁ κ. Νταν Ζάκαρυ, ὁ ὁποῖος ὑπηρέτησεν εἰς διαφόρους χώρας. Ὁ κ. Ὄουενς ἔδρασεν εἰς Θεσσαλονίκην ἐπὶ τριετίαν καὶ συνέβαλεν εἰς τὴν ἀνάπτυξιν τῶν ἑλληνοαμερικανικῶν σχέσεων. xyxy=(589,772,990,831)
photo-caption: Μὲ ἐπισημότητα ἐτελέσθησαν εἰς Χορτιάτην, παρουσίᾳ τῶν κοινοτικῶν ἀρχῶν, τῶν ἀποκαλυπτήρια τοῦ μνημείου τῶν μαρτύρων τοῦ χωριοῦ. Τὴν τελετὴν παρηκολούθησαν πλῆθος κατοίκων καὶ ἐπισήμων. Εἰς τὴν εἰκόνα: στιγμιότυπον ἀπὸ τὴν τελετὴν τῶν ἀποκαλυπτηρίων. xyxy=(42,2242,573,2281)
article-body: ΚΟΖΑΝΗ, 10. — Δύο νέοι, ἡλικίας 18 καὶ 20 ἐτῶν, ἀπεβίωσαν ἐκ μηνιγγίτιδος. Ἡ ὑγειονομικὴ ὑπηρεσία ἔλαβε μέτρα. xyxy=(998,366,1169,402)
headline: ΜΝΗΜΟΣΥΝΑ xyxy=(274,497,354,512)
subhead: Φιλολογικὴ βραδυά xyxy=(253,426,375,443)
article-body: ΑΛΕΞΑΝΔΡΕΙΑ: «Ἀγαπησιάρικα». ΒΕΡΟΙΑ: «Οἱ σκληροί». ΚΑΒΑΛΑ: «Κύκλος ἄλαθος». ΚΑΣΤΟΡΙΑ: «Τὰ κλειδιὰ τοῦ Παραδείσου». ΚΟΖΑΝΗ: «Σήμερα ἐδῶ καὶ αὔριο ἀλλοῦ». ΠΤΟΛΕΜΑΪΣ: «Ὁ ταχυδρόμος». xyxy=(413,656,581,727)
headline: ΦΛΕΒΑΙ ΜΑΡΜΑΡΟΥ ΑΝΕΚΑΛΥΦΘΗΣΑΝ ΕΙΣ ΤΗΝ ΦΛΩΡΙΝΑΝ xyxy=(1003,207,1163,248)
article-body: Εἰς τὸ χρηματιστήριον Θεσσαλονίκης ἡ χρυσῆ λίρα ἐπωλήθη ἀντὶ 291,50 δραχμῶν. Εἰς τὴν ἀγορὰν ἐσημειώθη ζήτησις. Ἑκατὸν μετοχὴ ἐσημείωσε τὰς κάτωθι τιμάς: xyxy=(219,104,409,152)
article-body: ΜΥΤΙΛΗΝΗ, 10. — Ἐτελέσθη εἰς τὸν ναὸν τοῦ Ἁγίου Θεράποντος μνημόσυνον ὑπὲρ τῶν σφαγιασθέντων κατὰ τὴν μικρασιατικὴν καταστροφήν. Παρέστησαν αἱ ἀρχαὶ καὶ πλῆθος προσφύγων. Ἐπηκολούθησε κατάθεσις στεφάνων εἰς τὸ μνημεῖον. xyxy=(998,112,1169,194)
village-kicker: Εἰς τὸ χωρίον Σπάτα Ἀττικῆς xyxy=(707,62,869,77)
headline: ΟΡΚΩΜΟΣΙΑ ΟΠΛΙΤΩΝ ΤΟΝ Τ.Ε.Α. ΕΙΣ ΕΠΑΝΩΜΗΝ xyxy=(1221,849,1538,865)
article-body: Μὲ τὴν συμμετοχὴν τῶν ἀρχῶν καὶ πλήθους κατοίκων ἐτελέσθη εἰς Ἐπανωμὴν ἡ ὁρκωμοσία τῶν νέων ὁπλιτῶν τῶν Ταγμάτων Ἐθνοφυλακῆς. xyxy=(1179,2220,1580,2243)
headline: ΣΥΝΕΚΡΟΤΗΘΗ ΣΥΣΚΕΨΙΣ ΔΙΑ ΤΗΝ ΑΝΑΠΡΟΣΑΡΜΟΓΗΝ ΤΩΝ ΑΠΟΔΟΧΩΝ ΤΩΝ ΕΡΓΑΖΟΜΕΝΩΝ ΤΟΥ ΟΑΣΘ xyxy=(1186,520,1573,549)
headline: ΜΙΚΡΑ ΕΙΔΗΣΙΑ ΝΕΑ xyxy=(69,889,187,904)
headline: ΣΙΔΗΡΟΔΡΟΜΙΚΑ xyxy=(1032,1226,1134,1241)
deck: Μία ἐνδιαφέρουσα περιγραφή xyxy=(1207,186,1552,207)
photo-oath-ceremony xyxy=(1179,1893,1580,2192)
headline: ΣΤΡΑΤΕΥΟΝΤΑΙ ΤΩΝ ΣΥΝΟΔΟΝ ΝΕΑΣ ΕΙΘΟΛΟΓΗΣ xyxy=(998,726,1168,754)
article-body: Τὴν 12.15 μ.μ. χθὲς ἐξερράγη πυρκαϊὰ εἰς τὴν καπναποθήκην τοῦ Ἀσύλου Ἀποθηκῶν. Ἡ πυρκαϊὰ ἀπετέφρωσεν ὁλόκληρον τὴν ἀποθήκην, εἰς τὴν ὁποίαν ὑπῆρχον καπνὰ ἀξίας ἄνω τῶν 2.000.000 δραχμῶν. Ἡ πυροσβεστικὴ ὑπηρεσία ἐπενέβη ἐγκαίρως καὶ περιώρισε τὸ πῦρ. ΕΙΣ ΤΗΝ ΠΕΡΙΟΧΗΝ ΒΟΛΟΥ: Κατὰ τὰ τελευταῖα εἰκοσιτετράωρα ἐξερράγησαν πυρκαϊαὶ εἰς τὰ δάση τῆς περιοχῆς Ἄνω Βόλου, αἱ ὁποῖαι κατέστρεψαν ἐκτάσεις πευκοδάσους. ΕΙΣ ΗΜΑΘΙΑΝ: Εἰς τὸ Σέλι ἐκάησαν 300 στρέμματα δάσους. xyxy=(589,653,990,724)
